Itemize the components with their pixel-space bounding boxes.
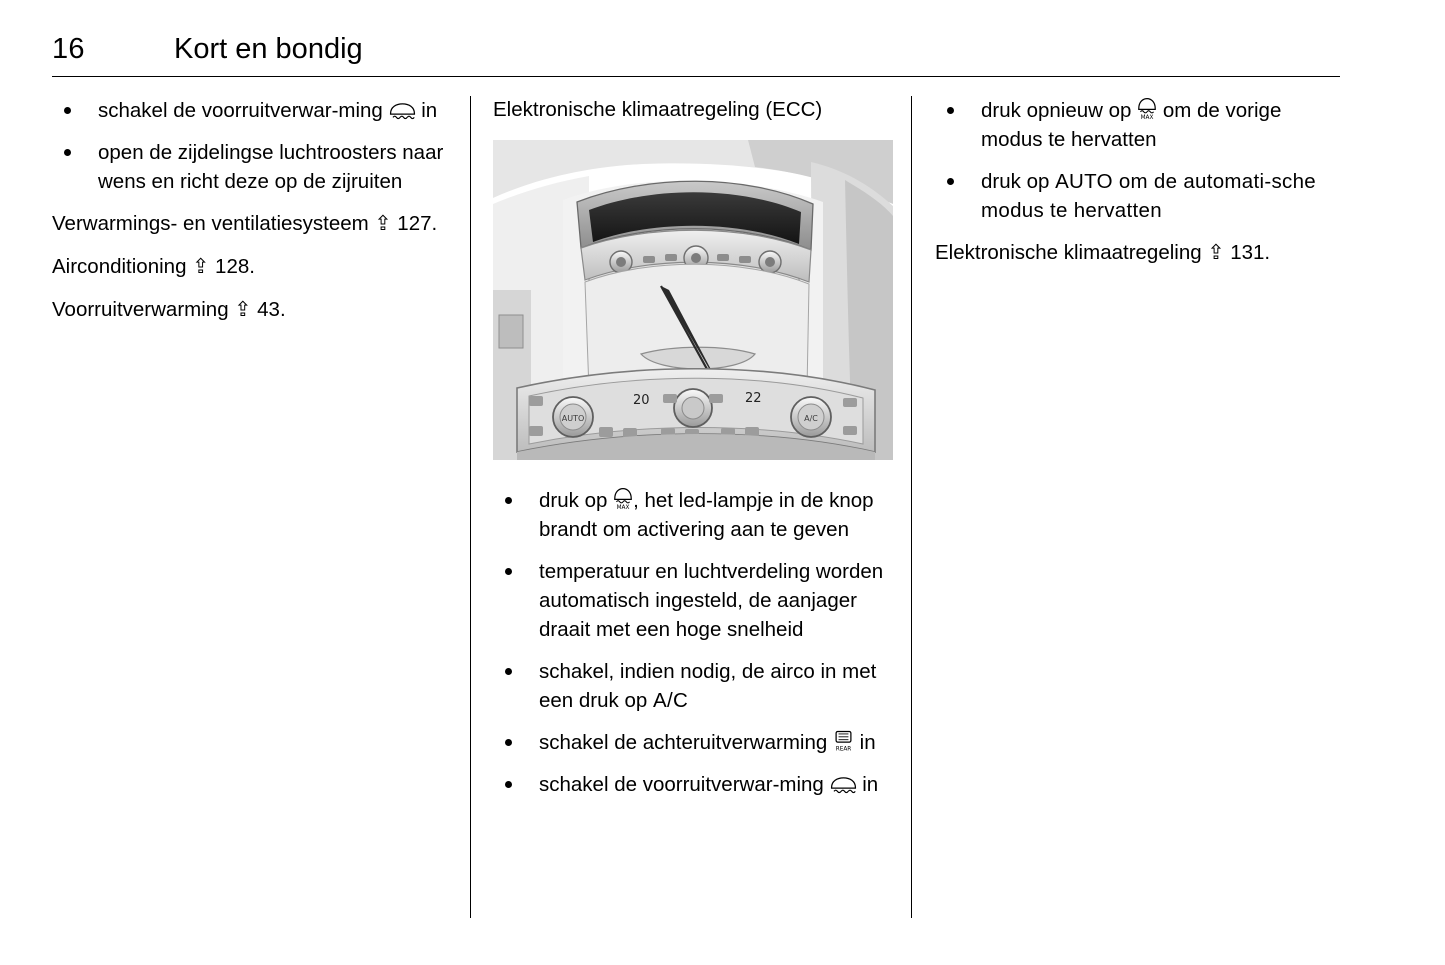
ecc-control-panel-photo bbox=[493, 140, 893, 460]
list-item bbox=[52, 138, 452, 196]
reference-airconditioning: Airconditioning ⇪ 128. bbox=[52, 255, 255, 278]
bullet-text-before: druk opnieuw op bbox=[981, 99, 1138, 122]
reference-voorruitverwarming: Voorruitverwarming ⇪ 43. bbox=[52, 298, 286, 321]
bullet-text-before: schakel, indien nodig, de airco in met een druk op bbox=[539, 660, 877, 712]
header-rule bbox=[52, 76, 1340, 77]
bullet-text-before: schakel de voorruitverwar-ming bbox=[539, 773, 830, 796]
bullet-text-after: , het led-lampje in de knop brandt om activering aan te geven bbox=[539, 489, 874, 541]
bullet-text-before: schakel de achteruitverwarming bbox=[539, 731, 833, 754]
column-three-bullet-list bbox=[935, 96, 1343, 225]
svg-text:REAR: REAR bbox=[835, 746, 852, 752]
svg-text:20: 20 bbox=[633, 393, 650, 408]
list-item bbox=[493, 657, 893, 715]
bullet-text-after: in bbox=[856, 773, 879, 796]
list-item bbox=[52, 96, 452, 125]
max-defrost-icon bbox=[613, 487, 633, 510]
windscreen-defrost-icon bbox=[830, 776, 857, 794]
bullet-text-before: druk op bbox=[539, 489, 614, 512]
svg-text:MAX: MAX bbox=[616, 505, 630, 510]
bullet-text-before: open de zijdelingse luchtroosters naar wens en richt deze op de zijruiten bbox=[98, 141, 444, 193]
column-divider-2 bbox=[911, 96, 912, 918]
svg-text:22: 22 bbox=[745, 391, 762, 406]
bullet-text-before: temperatuur en luchtverdeling worden automatisch ingesteld, de aanjager draait met een hoge snelheid bbox=[539, 560, 884, 641]
list-item bbox=[493, 486, 893, 544]
bullet-text-before: druk op bbox=[981, 170, 1056, 193]
svg-text:MAX: MAX bbox=[1140, 115, 1154, 120]
list-item bbox=[493, 557, 893, 644]
list-item bbox=[493, 770, 893, 799]
column-three bbox=[935, 96, 1343, 281]
reference-elektronische-klimaatregeling: Elektronische klimaatregeling ⇪ 131. bbox=[935, 241, 1271, 264]
svg-text:AUTO: AUTO bbox=[561, 414, 585, 423]
column-divider-1 bbox=[470, 96, 471, 918]
max-defrost-icon bbox=[1137, 97, 1157, 120]
column-one-bullet-list bbox=[52, 96, 452, 196]
svg-text:A/C: A/C bbox=[804, 414, 818, 423]
list-item bbox=[493, 728, 893, 757]
bullet-text-after: om de vorige modus te hervatten bbox=[981, 99, 1282, 151]
bullet-text-before: schakel de voorruitverwar-ming bbox=[98, 99, 389, 122]
chapter-title: Kort en bondig bbox=[174, 33, 363, 65]
column-two bbox=[493, 96, 893, 812]
windscreen-defrost-icon bbox=[389, 102, 416, 120]
bullet-text-after: in bbox=[853, 731, 876, 754]
section-title-ecc: Elektronische klimaatregeling (ECC) bbox=[493, 98, 823, 121]
page-number: 16 bbox=[52, 33, 85, 65]
rear-defrost-icon bbox=[833, 729, 854, 752]
list-item bbox=[935, 167, 1343, 225]
list-item bbox=[935, 96, 1343, 154]
auto-button-label: AUTO om de automati-sche modus te hervatten bbox=[981, 170, 1316, 222]
column-one bbox=[52, 96, 452, 338]
ac-button-label: A/C bbox=[652, 689, 689, 712]
column-two-bullet-list bbox=[493, 486, 893, 799]
bullet-text-after: in bbox=[415, 99, 438, 122]
page-header bbox=[52, 32, 1342, 76]
reference-verwarming-ventilatie: Verwarmings- en ventilatiesysteem ⇪ 127. bbox=[52, 212, 438, 235]
